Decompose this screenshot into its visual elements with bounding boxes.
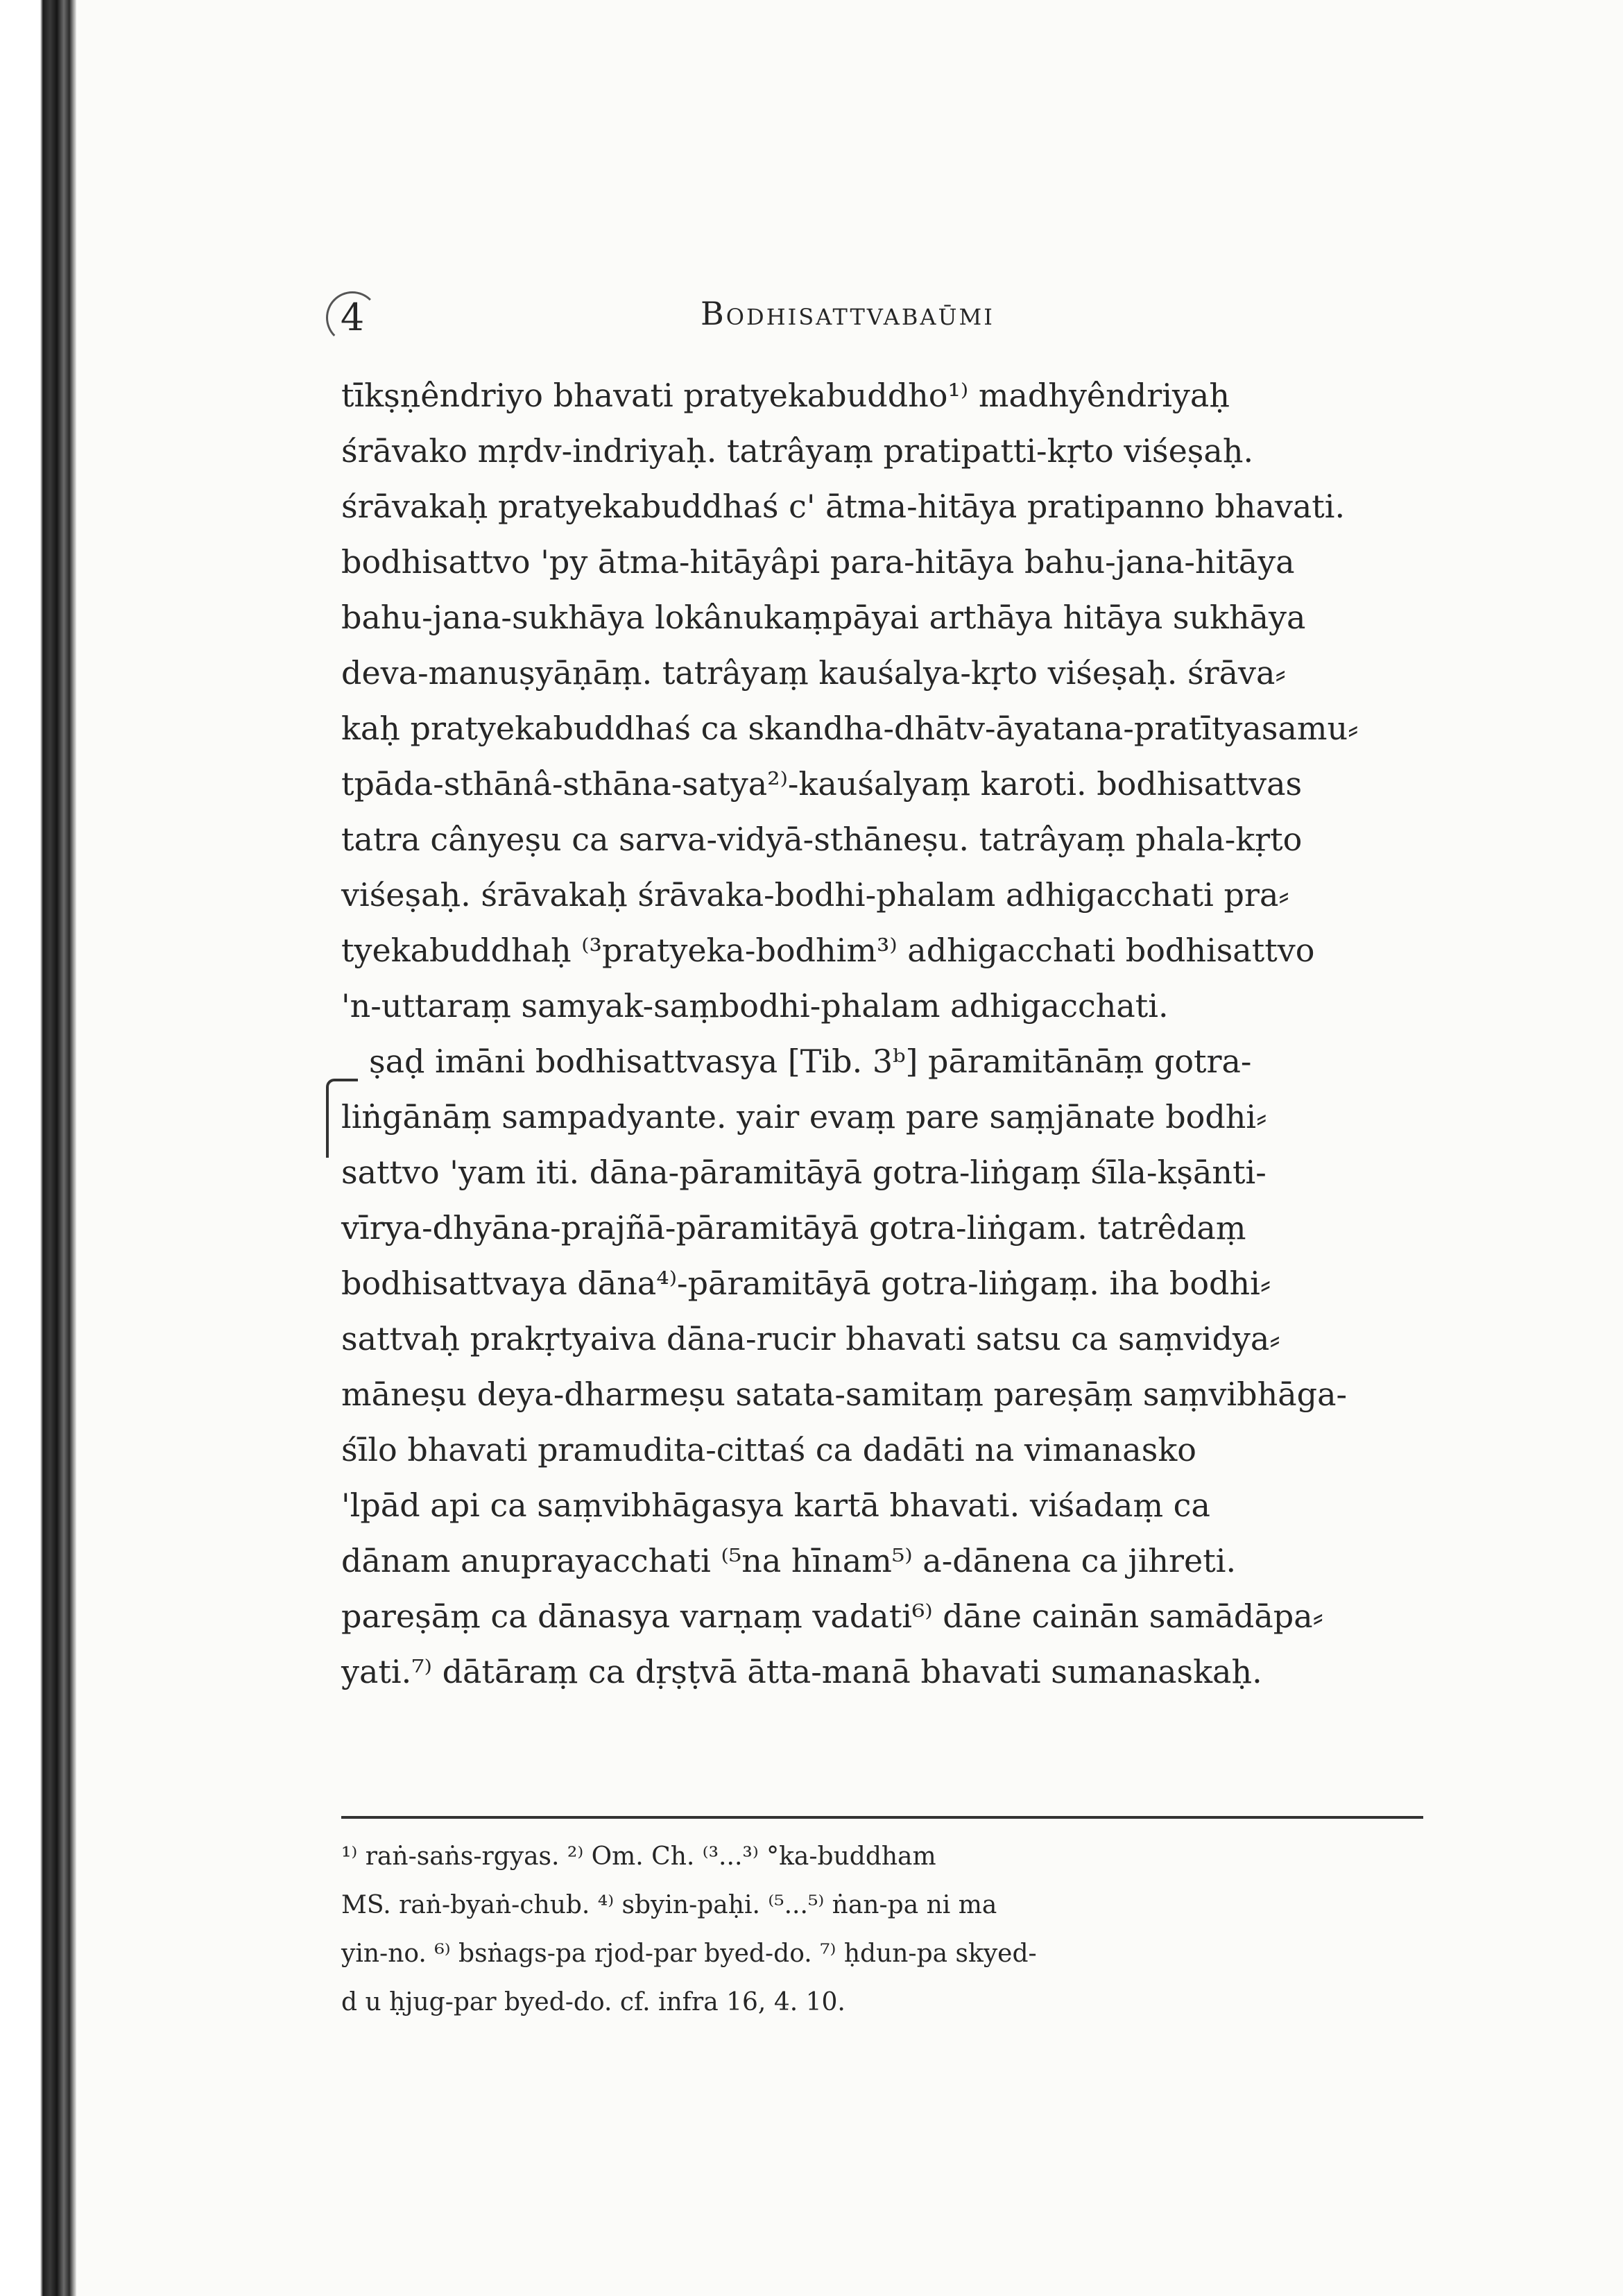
body-line: dānam anuprayacchati ⁽⁵na hīnam⁵⁾ a-dānena ca jihreti.	[341, 1542, 1237, 1579]
footnote-line: ¹⁾ raṅ-saṅs-rgyas. ²⁾ Om. Ch. ⁽³...³⁾ °ka-buddham	[341, 1842, 936, 1871]
body-line: śrāvako mṛdv-indriyaḥ. tatrâyaṃ pratipatti-kṛto viśeṣaḥ.	[341, 432, 1254, 470]
body-line: bodhisattvaya dāna⁴⁾-pāramitāyā gotra-liṅgaṃ. iha bodhi⸗	[341, 1265, 1271, 1302]
body-line: śrāvakaḥ pratyekabuddhaś c' ātma-hitāya pratipanno bhavati.	[341, 488, 1346, 525]
body-line: yati.⁷⁾ dātāraṃ ca dṛṣṭvā ātta-manā bhavati sumanaskaḥ.	[341, 1653, 1262, 1690]
body-line: 'lpād api ca saṃvibhāgasya kartā bhavati. viśadaṃ ca	[341, 1487, 1210, 1524]
book-binding-edge	[0, 0, 76, 2296]
footnotes	[341, 1833, 1423, 2027]
body-line: sattvo 'yam iti. dāna-pāramitāyā gotra-liṅgaṃ śīla-kṣānti-	[341, 1154, 1266, 1191]
body-line: sattvaḥ prakṛtyaiva dāna-rucir bhavati satsu ca saṃvidya⸗	[341, 1320, 1280, 1357]
body-line: śīlo bhavati pramudita-cittaś ca dadāti na vimanasko	[341, 1431, 1196, 1468]
body-line: tatra cânyeṣu ca sarva-vidyā-sthāneṣu. tatrâyaṃ phala-kṛto	[341, 821, 1303, 858]
footnote-line: MS. raṅ-byaṅ-chub. ⁴⁾ sbyin-paḥi. ⁽⁵...⁵⁾ ṅan-pa ni ma	[341, 1891, 997, 1919]
body-line: bodhisattvo 'py ātma-hitāyâpi para-hitāya bahu-jana-hitāya	[341, 543, 1295, 581]
footnote-line: yin-no. ⁶⁾ bsṅags-pa rjod-par byed-do. ⁷⁾ ḥdun-pa skyed-	[341, 1939, 1037, 1968]
body-line: pareṣāṃ ca dānasya varṇaṃ vadati⁶⁾ dāne cainān samādāpa⸗	[341, 1597, 1323, 1635]
footnote-line: d u ḥjug-par byed-do. cf. infra 16, 4. 10.	[341, 1988, 845, 2016]
body-line: bahu-jana-sukhāya lokânukaṃpāyai arthāya hitāya sukhāya	[341, 599, 1306, 636]
body-line: viśeṣaḥ. śrāvakaḥ śrāvaka-bodhi-phalam adhigacchati pra⸗	[341, 876, 1289, 914]
running-head: Bodhisattvabaūmi	[701, 295, 995, 332]
body-line: māneṣu deya-dharmeṣu satata-samitaṃ pareṣāṃ saṃvibhāga-	[341, 1376, 1348, 1413]
body-line: kaḥ pratyekabuddhaś ca skandha-dhātv-āyatana-pratītyasamu⸗	[341, 710, 1359, 747]
body-line: liṅgānāṃ sampadyante. yair evaṃ pare saṃjānate bodhi⸗	[341, 1098, 1267, 1136]
body-line: vīrya-dhyāna-prajñā-pāramitāyā gotra-liṅgam. tatrêdaṃ	[341, 1209, 1246, 1246]
body-line: ṣaḍ imāni bodhisattvasya [Tib. 3ᵇ] pāramitānāṃ gotra-	[369, 1043, 1252, 1080]
body-line: deva-manuṣyāṇāṃ. tatrâyaṃ kauśalya-kṛto viśeṣaḥ. śrāva⸗	[341, 654, 1286, 692]
body-line: tpāda-sthānâ-sthāna-satya²⁾-kauśalyaṃ karoti. bodhisattvas	[341, 765, 1303, 803]
body-line: tyekabuddhaḥ ⁽³pratyeka-bodhim³⁾ adhigacchati bodhisattvo	[341, 932, 1315, 969]
page-number: 4	[326, 291, 379, 344]
footnote-rule	[341, 1816, 1423, 1819]
body-line: tīkṣṇêndriyo bhavati pratyekabuddho¹⁾ madhyêndriyaḥ	[341, 377, 1230, 414]
body-text	[341, 368, 1423, 1699]
body-line: 'n-uttaraṃ samyak-saṃbodhi-phalam adhigacchati.	[341, 987, 1169, 1025]
